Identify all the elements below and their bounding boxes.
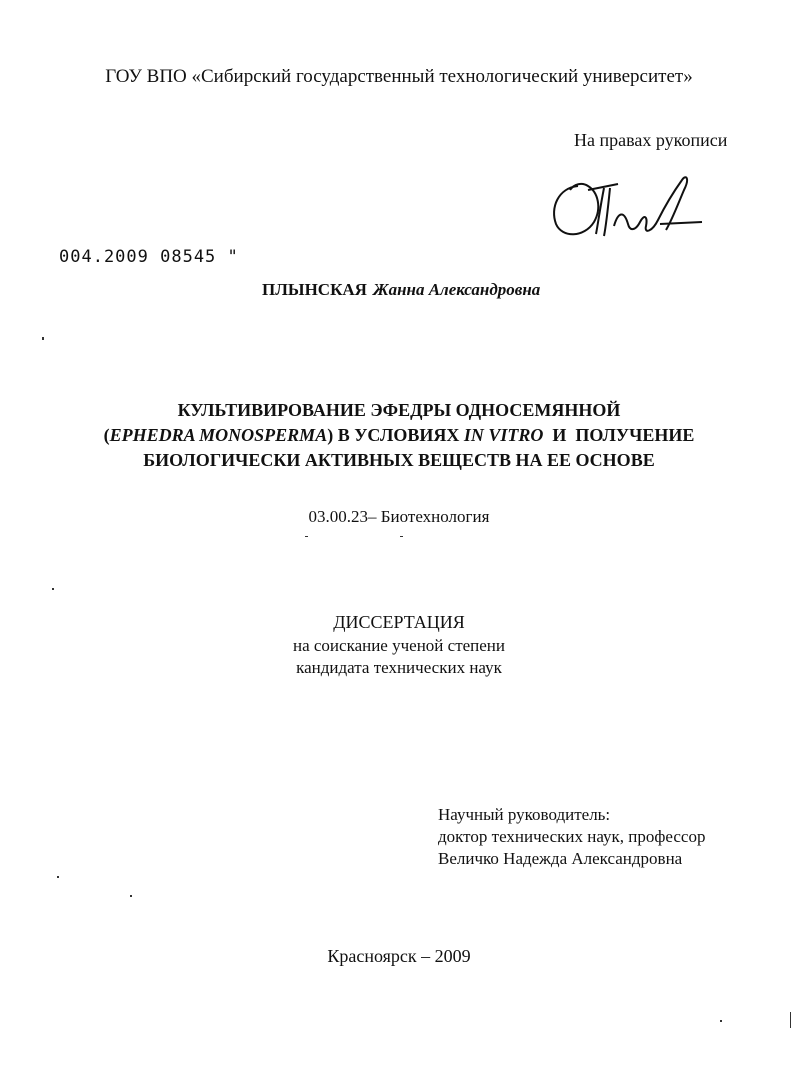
university-name: ГОУ ВПО «Сибирский государственный технологический университет» (105, 66, 693, 87)
dissertation-degree-line-2: кандидата технических наук (296, 658, 502, 677)
title-line-1: КУЛЬТИВИРОВАНИЕ ЭФЕДРЫ ОДНОСЕМЯННОЙ (177, 400, 621, 420)
supervisor-name: Величко Надежда Александровна (438, 849, 683, 868)
city-year: Красноярск – 2009 (327, 946, 471, 966)
scan-speck (52, 588, 54, 590)
author-line (262, 280, 540, 300)
scan-speck (130, 895, 132, 897)
dissertation-title (0, 398, 798, 473)
title-in-vitro: IN VITRO (463, 425, 544, 445)
specialty-code: 03.00.23– Биотехнология (308, 507, 490, 526)
scan-speck (790, 1012, 791, 1028)
author-given-name: Жанна Александровна (372, 280, 541, 299)
supervisor-label: Научный руководитель: (438, 805, 611, 824)
scan-speck (42, 337, 44, 340)
scan-speck (400, 536, 403, 537)
archive-code: 004.2009 08545 " (59, 247, 239, 267)
manuscript-note: На правах рукописи (574, 130, 728, 150)
author-surname: ПЛЫНСКАЯ (262, 280, 367, 299)
dissertation-heading: ДИССЕРТАЦИЯ (333, 612, 465, 632)
supervisor-block (438, 804, 705, 870)
title-line-3: БИОЛОГИЧЕСКИ АКТИВНЫХ ВЕЩЕСТВ НА ЕЕ ОСНОВЕ (143, 450, 655, 470)
dissertation-degree-line-1: на соискание ученой степени (292, 636, 506, 655)
title-line-2: (EPHEDRA MONOSPERMA) В УСЛОВИЯХ IN VITRO И ПОЛУЧЕНИЕ (103, 425, 695, 445)
signature-mark (548, 168, 708, 246)
title-latin-name: EPHEDRA MONOSPERMA (109, 425, 328, 445)
scan-speck (720, 1020, 722, 1022)
supervisor-degree: доктор технических наук, профессор (438, 827, 706, 846)
scan-speck (57, 876, 59, 878)
scan-speck (305, 536, 308, 537)
